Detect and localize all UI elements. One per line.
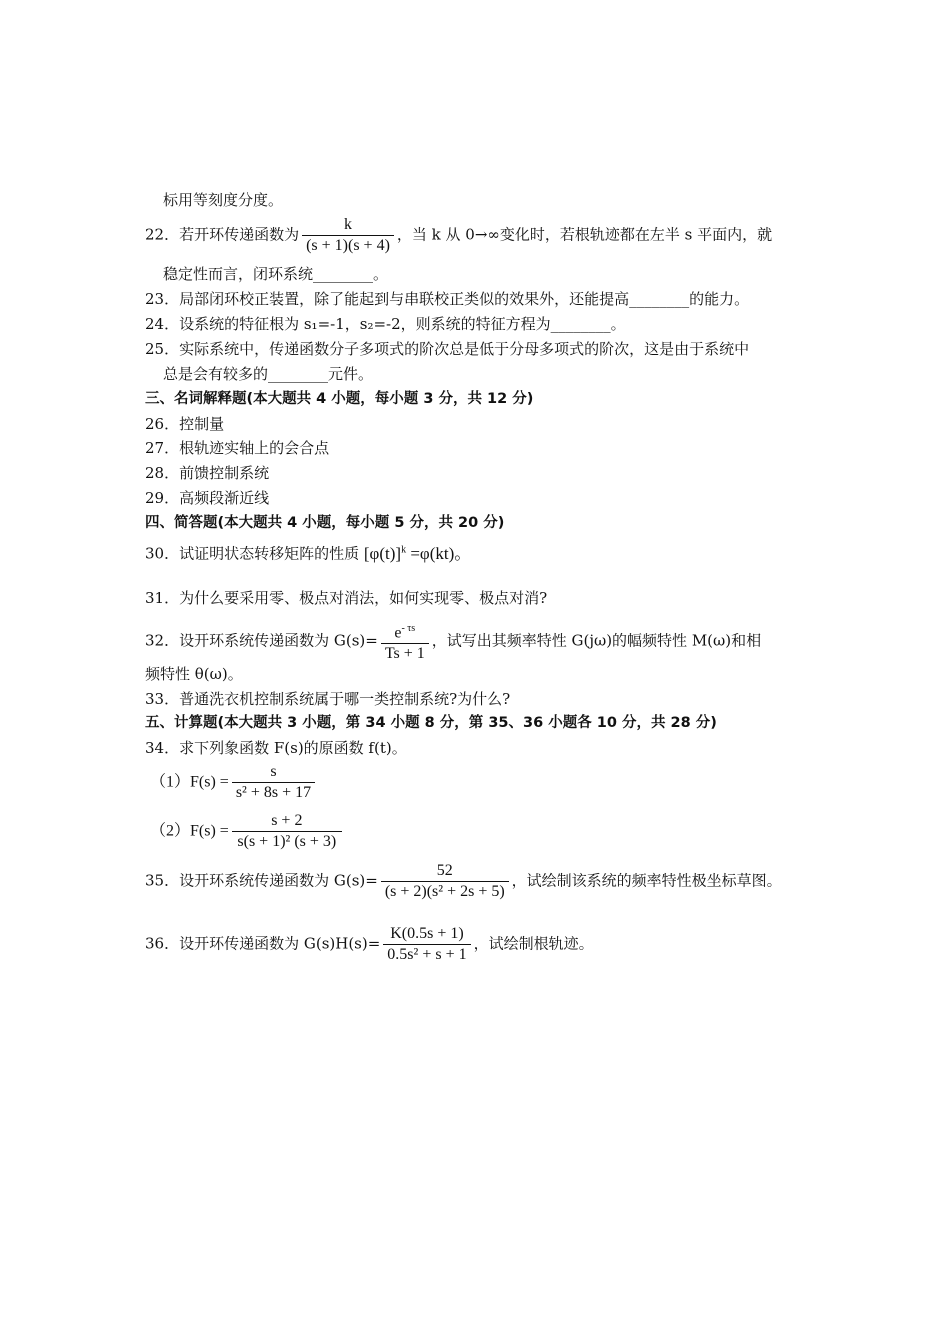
q22-den: (s + 1)(s + 4) <box>306 237 390 254</box>
q36-num: K(0.5s + 1) <box>383 925 470 945</box>
question-32-line1 <box>145 620 761 663</box>
question-30 <box>145 540 471 564</box>
question-33: 33．普通洗衣机控制系统属于哪一类控制系统?为什么? <box>145 690 511 708</box>
q30-exponent: k <box>401 544 407 555</box>
q32-den: Ts + 1 <box>384 645 425 663</box>
q35-text-a: 35．设开环系统传递函数为 G(s)= <box>145 871 378 890</box>
q34-1-lhs: （1）F(s) = <box>150 773 229 791</box>
q35-text-b: ，试绘制该系统的频率特性极坐标草图。 <box>511 871 782 890</box>
q21-continuation: 标用等刻度分度。 <box>163 191 284 209</box>
q30-formula-rhs: =φ(kt)。 <box>410 543 472 563</box>
question-35 <box>145 862 782 901</box>
q34-2-lhs: （2）F(s) = <box>150 822 229 840</box>
q32-num-exp: - τs <box>401 623 416 634</box>
q36-text-a: 36．设开环传递函数为 G(s)H(s)= <box>145 934 381 953</box>
q32-fraction <box>381 620 429 663</box>
question-27: 27．根轨迹实轴上的会合点 <box>145 439 330 457</box>
question-32-line2: 频特性 θ(ω)。 <box>145 665 243 683</box>
section-5-heading: 五、计算题(本大题共 3 小题，第 34 小题 8 分，第 35、36 小题各 10 分，共 28 分) <box>145 715 717 731</box>
section-4-heading: 四、简答题(本大题共 4 小题，每小题 5 分，共 20 分) <box>145 515 505 531</box>
question-22-line2: 稳定性而言，闭环系统________。 <box>163 265 389 283</box>
question-31: 31．为什么要采用零、极点对消法，如何实现零、极点对消? <box>145 589 548 607</box>
q34-1-fraction <box>232 763 315 802</box>
q34-1-den: s² + 8s + 17 <box>235 784 312 801</box>
question-34-1 <box>150 763 318 802</box>
q32-num-base: e <box>394 624 402 642</box>
q22-fraction <box>302 216 394 255</box>
q36-fraction <box>383 925 470 964</box>
q35-den: (s + 2)(s² + 2s + 5) <box>384 883 505 900</box>
q32-text-b: ，试写出其频率特性 G(jω)的幅频特性 M(ω)和相 <box>431 631 762 650</box>
q34-2-num: s + 2 <box>232 812 342 832</box>
q22-num: k <box>302 216 394 236</box>
section-3-heading: 三、名词解释题(本大题共 4 小题，每小题 3 分，共 12 分) <box>145 391 534 407</box>
question-34-2 <box>150 812 345 851</box>
question-25-line1: 25．实际系统中，传递函数分子多项式的阶次总是低于分母多项式的阶次，这是由于系统中 <box>145 340 750 358</box>
q34-1-num: s <box>232 763 315 783</box>
q32-num <box>381 620 429 644</box>
q35-fraction <box>381 862 509 901</box>
q36-text-b: ，试绘制根轨迹。 <box>473 934 594 953</box>
q22-text-b: ，当 k 从 0→∞变化时，若根轨迹都在左半 s 平面内，就 <box>396 225 773 244</box>
question-28: 28．前馈控制系统 <box>145 464 270 482</box>
question-34: 34．求下列象函数 F(s)的原函数 f(t)。 <box>145 739 407 757</box>
q30-formula <box>364 544 471 563</box>
q22-text-a: 22．若开环传递函数为 <box>145 225 300 244</box>
q30-formula-base: [φ(t)] <box>363 543 402 563</box>
question-25-line2: 总是会有较多的________元件。 <box>163 365 374 383</box>
q34-2-den: s(s + 1)² (s + 3) <box>237 833 337 850</box>
question-26: 26．控制量 <box>145 415 225 433</box>
q30-text: 30．试证明状态转移矩阵的性质 <box>145 544 360 563</box>
q35-num: 52 <box>381 862 509 882</box>
question-36 <box>145 925 594 964</box>
question-29: 29．高频段渐近线 <box>145 489 270 507</box>
q32-text-a: 32．设开环系统传递函数为 G(s)= <box>145 631 378 650</box>
question-24: 24．设系统的特征根为 s₁=-1，s₂=-2，则系统的特征方程为________。 <box>145 315 626 333</box>
q34-2-fraction <box>232 812 342 851</box>
question-22-line1 <box>145 216 772 255</box>
question-23: 23．局部闭环校正装置，除了能起到与串联校正类似的效果外，还能提高________的能力。 <box>145 290 750 308</box>
q36-den: 0.5s² + s + 1 <box>387 946 467 963</box>
